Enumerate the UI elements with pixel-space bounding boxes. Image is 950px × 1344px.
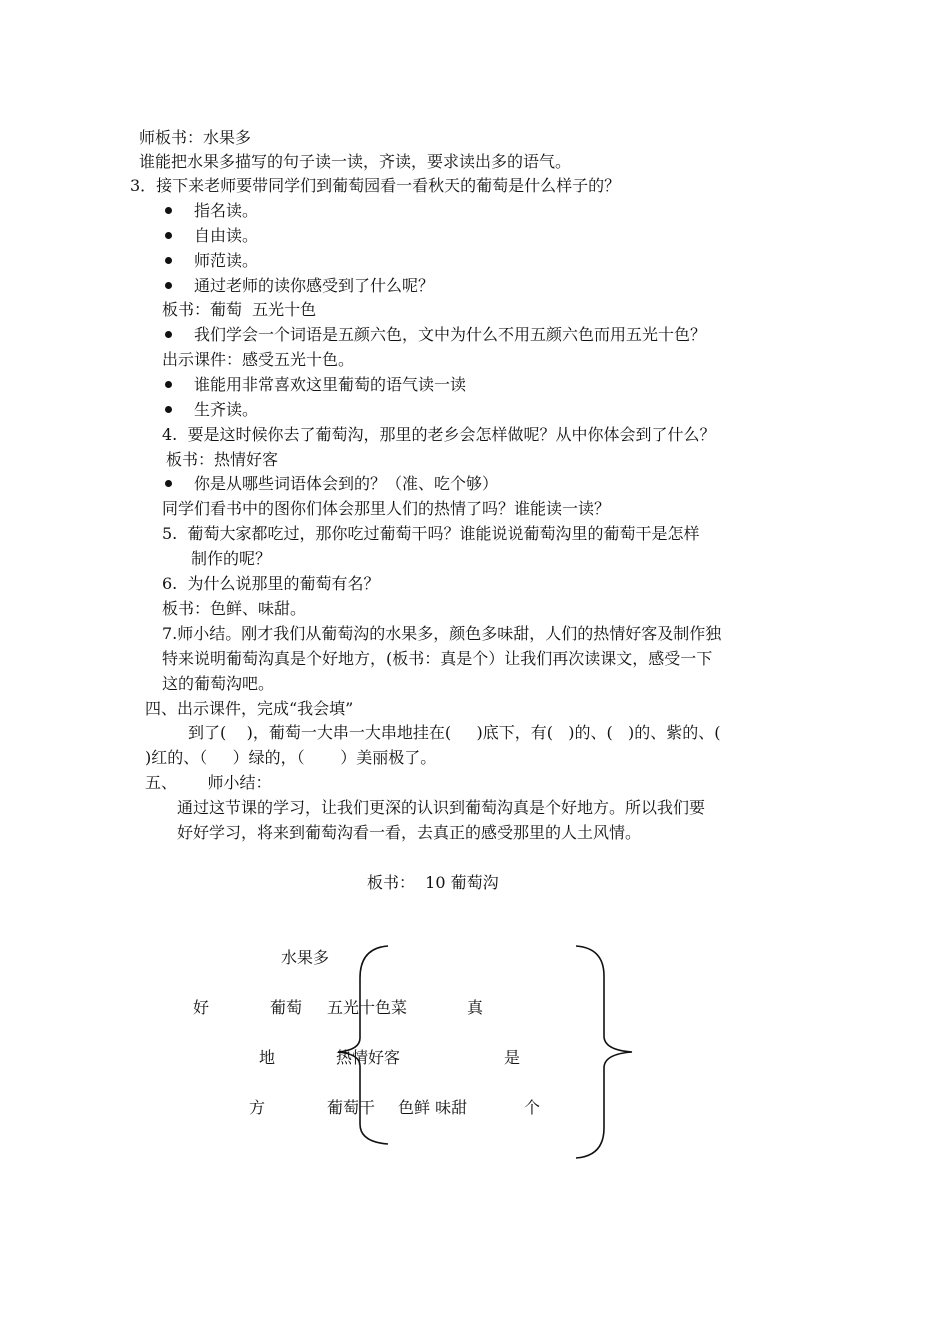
board-word: 个 xyxy=(524,1098,541,1117)
text-line: 这的葡萄沟吧。 xyxy=(162,674,275,693)
board-word: 热情好客 xyxy=(336,1048,401,1067)
text-line: 板书：葡萄 五光十色 xyxy=(162,300,317,319)
text-line: 通过这节课的学习，让我们更深的认识到葡萄沟真是个好地方。所以我们要 xyxy=(177,798,706,817)
text-line: 同学们看书中的图你们体会那里人们的热情了吗？谁能读一读？ xyxy=(162,499,611,518)
bullet-item: 自由读。 xyxy=(194,226,259,245)
bullet-item: 生齐读。 xyxy=(194,400,259,419)
text-line: 3．接下来老师要带同学们到葡萄园看一看秋天的葡萄是什么样子的？ xyxy=(130,176,621,195)
text-line: 4. 要是这时候你去了葡萄沟，那里的老乡会怎样做呢？从中你体会到了什么？ xyxy=(162,425,716,444)
board-word: 水果多 xyxy=(281,948,330,967)
section-heading: 四、出示课件，完成“我会填” xyxy=(145,699,354,718)
board-word: 葡萄干 xyxy=(327,1098,376,1117)
text-line: 7.师小结。刚才我们从葡萄沟的水果多，颜色多味甜，人们的热情好客及制作独 xyxy=(162,624,722,643)
board-word: 地 xyxy=(259,1048,276,1067)
board-title: 板书： 10 葡萄沟 xyxy=(367,873,499,892)
right-brace-icon xyxy=(576,946,632,1158)
bullet-item: 通过老师的读你感受到了什么呢？ xyxy=(194,276,435,295)
section-heading: 五、 师小结： xyxy=(145,773,272,792)
bullet-item: 师范读。 xyxy=(194,251,259,270)
text-line: 师板书：水果多 xyxy=(139,128,252,147)
text-line: 特来说明葡萄沟真是个好地方，(板书：真是个）让我们再次读课文，感受一下 xyxy=(162,649,713,668)
text-line: 板书：色鲜、味甜。 xyxy=(162,599,307,618)
bullet-item: 指名读。 xyxy=(194,201,259,220)
left-brace-icon xyxy=(338,946,388,1144)
board-word: 色鲜 味甜 xyxy=(398,1098,468,1117)
board-word: 方 xyxy=(249,1098,266,1117)
board-word: 是 xyxy=(504,1048,521,1067)
bullet-item: 谁能用非常喜欢这里葡萄的语气读一读 xyxy=(194,375,467,394)
fill-in-line: 到了( )，葡萄一大串一大串地挂在( )底下，有( )的、( )的、紫的、( xyxy=(188,723,721,742)
text-line: 谁能把水果多描写的句子读一读，齐读，要求读出多的语气。 xyxy=(139,152,572,171)
text-line: 制作的呢？ xyxy=(191,549,272,568)
text-line: 5. 葡萄大家都吃过，那你吃过葡萄干吗？谁能说说葡萄沟里的葡萄干是怎样 xyxy=(162,524,700,543)
board-word: 五光十色菜 xyxy=(327,998,408,1017)
text-line: 6. 为什么说那里的葡萄有名？ xyxy=(162,574,380,593)
text-line: 板书：热情好客 xyxy=(166,450,279,469)
board-word: 葡萄 xyxy=(270,998,303,1017)
board-word: 好 xyxy=(193,998,210,1017)
bullet-item: 你是从哪些词语体会到的？（准、吃个够） xyxy=(194,474,499,493)
board-word: 真 xyxy=(467,998,484,1017)
bullet-item: 我们学会一个词语是五颜六色，文中为什么不用五颜六色而用五光十色？ xyxy=(194,325,707,344)
text-line: 出示课件：感受五光十色。 xyxy=(162,350,355,369)
fill-in-line: )红的、（ ）绿的，（ ）美丽极了。 xyxy=(145,748,437,767)
text-line: 好好学习，将来到葡萄沟看一看，去真正的感受那里的人土风情。 xyxy=(177,823,642,842)
